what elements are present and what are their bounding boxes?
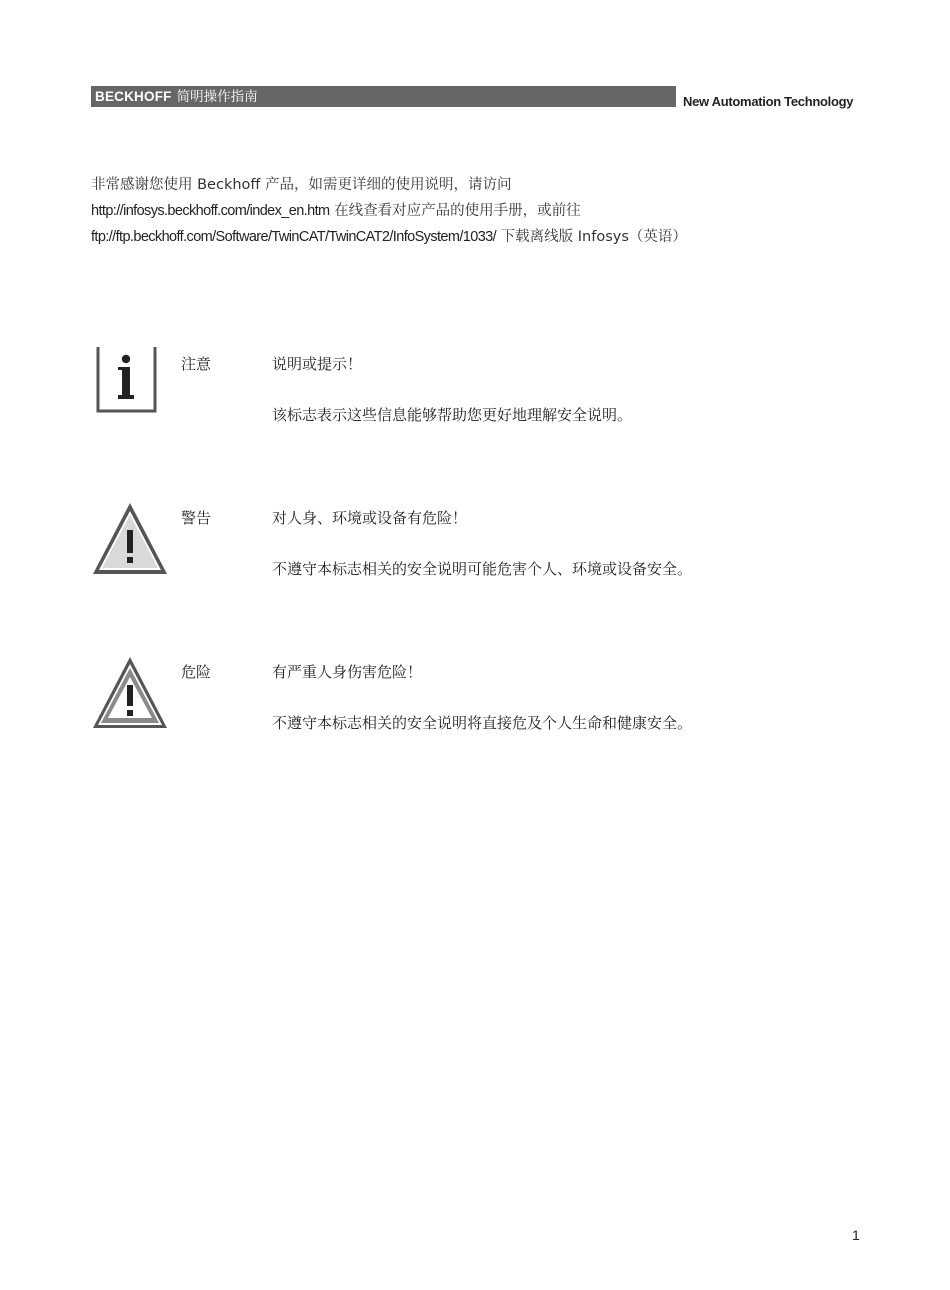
intro-paragraph bbox=[91, 172, 891, 250]
notice-heading: 对人身、环境或设备有危险！ bbox=[272, 509, 468, 527]
ftp-download-link[interactable]: ftp://ftp.beckhoff.com/Software/TwinCAT/TwinCAT2/InfoSystem/1033/ bbox=[91, 229, 497, 245]
warning-triangle-icon bbox=[91, 501, 171, 581]
document-type: 简明操作指南 bbox=[176, 89, 258, 104]
danger-triangle-icon bbox=[91, 655, 171, 735]
intro-line-1: 非常感谢您使用 Beckhoff 产品，如需更详细的使用说明，请访问 bbox=[91, 177, 512, 193]
notice-danger bbox=[91, 655, 871, 745]
intro-line-3 bbox=[91, 224, 891, 250]
header-bar bbox=[91, 86, 676, 107]
notice-label: 危险 bbox=[181, 663, 212, 681]
brand-name: BECKHOFF bbox=[95, 89, 172, 104]
info-icon bbox=[91, 347, 161, 423]
online-manual-link[interactable]: http://infosys.beckhoff.com/index_en.htm bbox=[91, 203, 330, 219]
notice-description: 不遵守本标志相关的安全说明可能危害个人、环境或设备安全。 bbox=[272, 560, 693, 578]
notice-note bbox=[91, 347, 871, 437]
tagline: New Automation Technology bbox=[683, 94, 854, 109]
notice-label: 警告 bbox=[181, 509, 212, 527]
notice-label: 注意 bbox=[181, 355, 212, 373]
notice-description: 该标志表示这些信息能够帮助您更好地理解安全说明。 bbox=[272, 406, 633, 424]
notice-description: 不遵守本标志相关的安全说明将直接危及个人生命和健康安全。 bbox=[272, 714, 693, 732]
intro-line-3-text: 下载离线版 Infosys（英语） bbox=[496, 229, 687, 245]
notice-warning bbox=[91, 501, 871, 591]
notice-heading: 说明或提示！ bbox=[272, 355, 363, 373]
intro-line-2 bbox=[91, 198, 891, 224]
notice-heading: 有严重人身伤害危险！ bbox=[272, 663, 423, 681]
intro-line-2-text: 在线查看对应产品的使用手册，或前往 bbox=[329, 203, 581, 219]
page-number: 1 bbox=[852, 1227, 860, 1243]
